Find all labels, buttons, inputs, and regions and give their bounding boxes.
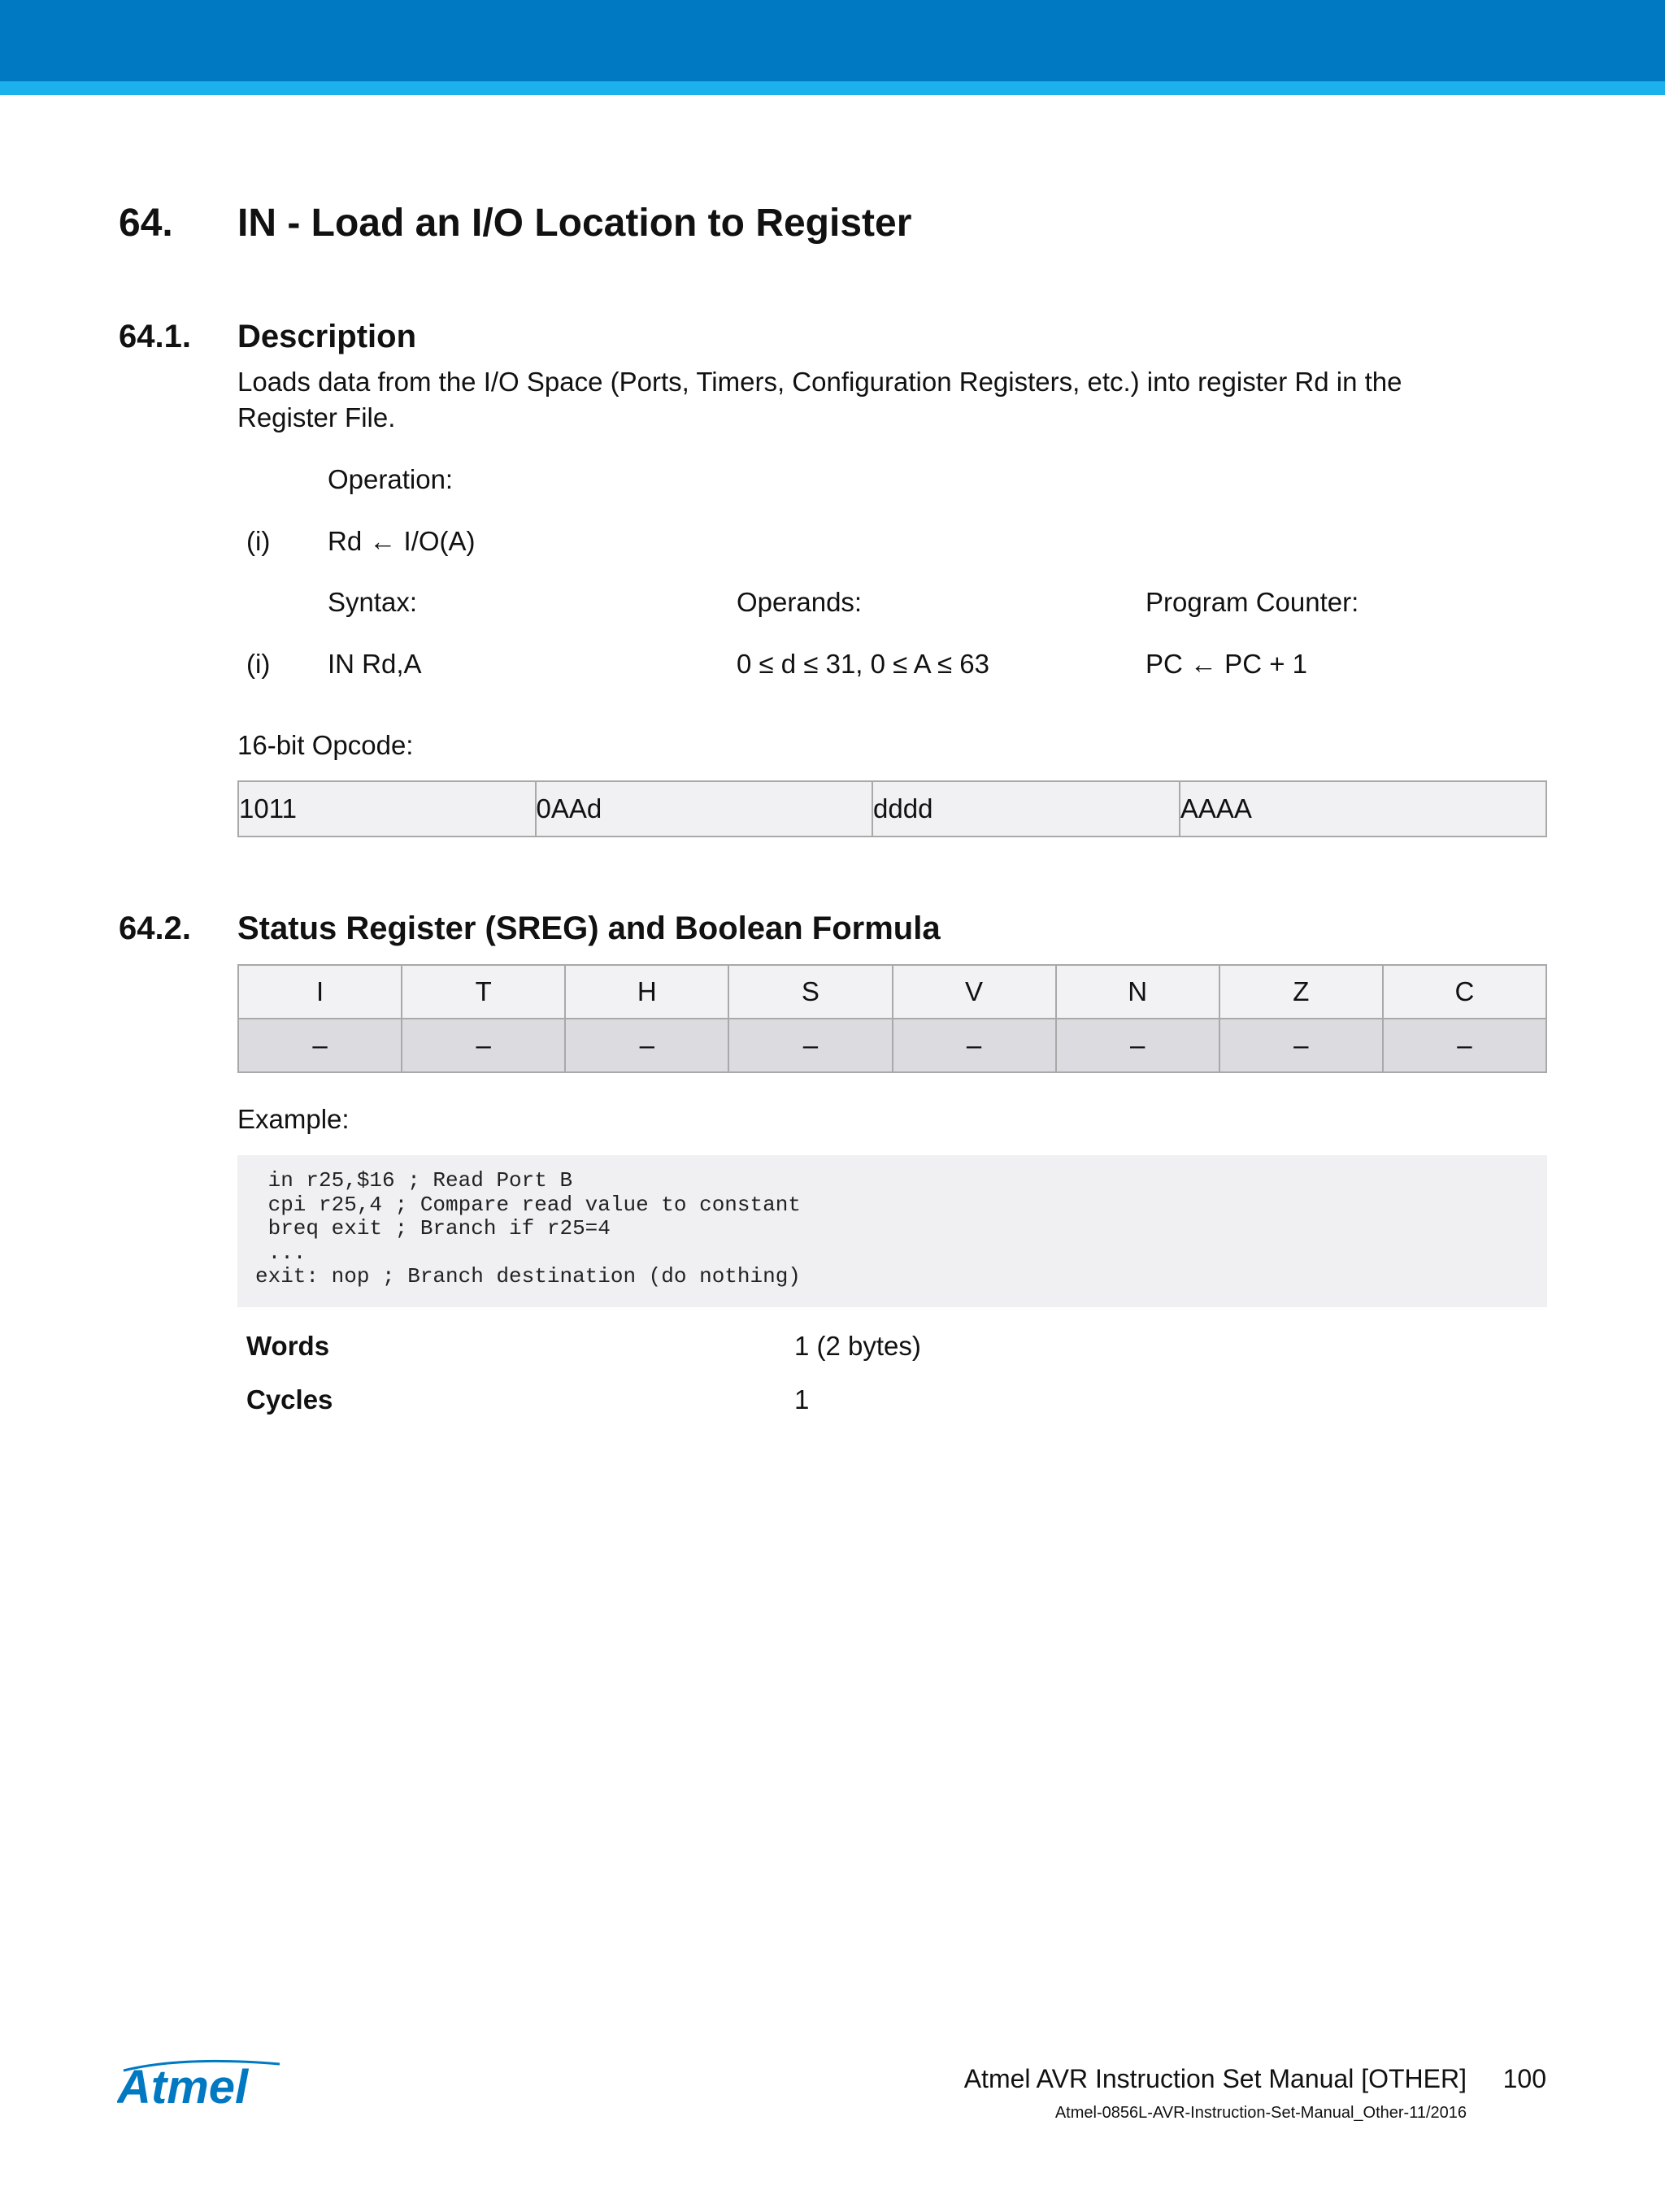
subsection-number-sreg: 64.2. <box>119 910 191 946</box>
sreg-flag-cell: I <box>238 965 402 1019</box>
opcode-cell: 1011 <box>238 781 536 837</box>
words-value: 1 (2 bytes) <box>794 1331 921 1361</box>
subsection-title-description: Description <box>237 319 417 354</box>
cycles-value: 1 <box>794 1384 810 1415</box>
syntax-value: IN Rd,A <box>328 649 422 679</box>
atmel-logo-text: Atmel <box>117 2061 249 2114</box>
section-title: IN - Load an I/O Location to Register <box>237 202 912 245</box>
operands-value: 0 ≤ d ≤ 31, 0 ≤ A ≤ 63 <box>737 649 989 679</box>
words-label: Words <box>246 1331 330 1361</box>
program-counter-label: Program Counter: <box>1146 587 1359 617</box>
code-example <box>237 1155 1547 1307</box>
code-line: in r25,$16 ; Read Port B <box>255 1168 573 1193</box>
description-text-line-1: Loads data from the I/O Space (Ports, Timers, Configuration Registers, etc.) into register Rd in the <box>237 367 1402 397</box>
sreg-flag-cell: S <box>728 965 892 1019</box>
example-label: Example: <box>237 1104 350 1134</box>
operation-formula: Rd ← I/O(A) <box>328 526 476 556</box>
opcode-cell: AAAA <box>1180 781 1546 837</box>
sreg-flag-cell: N <box>1056 965 1219 1019</box>
operation-label: Operation: <box>328 464 454 494</box>
code-line: cpi r25,4 ; Compare read value to constant <box>255 1192 801 1217</box>
sreg-flag-row <box>238 965 1546 1019</box>
atmel-logo <box>117 2053 288 2118</box>
syntax-index: (i) <box>246 649 271 679</box>
sreg-value-cell: – <box>565 1019 728 1072</box>
program-counter-value: PC ← PC + 1 <box>1146 649 1307 679</box>
syntax-label: Syntax: <box>328 587 418 617</box>
sreg-flag-cell: V <box>893 965 1056 1019</box>
sreg-value-cell: – <box>1056 1019 1219 1072</box>
header-stripe <box>0 81 1665 95</box>
sreg-value-cell: – <box>238 1019 402 1072</box>
sreg-value-cell: – <box>1219 1019 1383 1072</box>
code-line: breq exit ; Branch if r25=4 <box>255 1216 611 1241</box>
subsection-number-description: 64.1. <box>119 319 191 354</box>
opcode-label: 16-bit Opcode: <box>237 730 414 760</box>
opcode-row <box>238 781 1546 837</box>
opcode-cell: dddd <box>872 781 1180 837</box>
description-text-line-2: Register File. <box>237 402 396 432</box>
sreg-value-cell: – <box>893 1019 1056 1072</box>
sreg-value-cell: – <box>402 1019 565 1072</box>
section-number: 64. <box>119 202 173 245</box>
header-bar <box>0 0 1665 81</box>
sreg-value-cell: – <box>1383 1019 1546 1072</box>
sreg-flag-cell: C <box>1383 965 1546 1019</box>
code-line: exit: nop ; Branch destination (do nothing) <box>255 1264 801 1289</box>
footer-manual-title: Atmel AVR Instruction Set Manual [OTHER] <box>963 2064 1467 2093</box>
opcode-table <box>237 780 1547 837</box>
sreg-flag-cell: Z <box>1219 965 1383 1019</box>
opcode-cell: 0AAd <box>536 781 872 837</box>
operation-index: (i) <box>246 526 271 556</box>
operands-label: Operands: <box>737 587 863 617</box>
code-line: ... <box>255 1240 306 1265</box>
sreg-value-row <box>238 1019 1546 1072</box>
subsection-title-sreg: Status Register (SREG) and Boolean Formula <box>237 910 941 946</box>
sreg-table <box>237 964 1547 1073</box>
sreg-value-cell: – <box>728 1019 892 1072</box>
footer-page-number: 100 <box>1502 2064 1546 2093</box>
footer-doc-id: Atmel-0856L-AVR-Instruction-Set-Manual_Other-11/2016 <box>1054 2104 1467 2122</box>
sreg-flag-cell: H <box>565 965 728 1019</box>
sreg-flag-cell: T <box>402 965 565 1019</box>
cycles-label: Cycles <box>246 1384 333 1415</box>
